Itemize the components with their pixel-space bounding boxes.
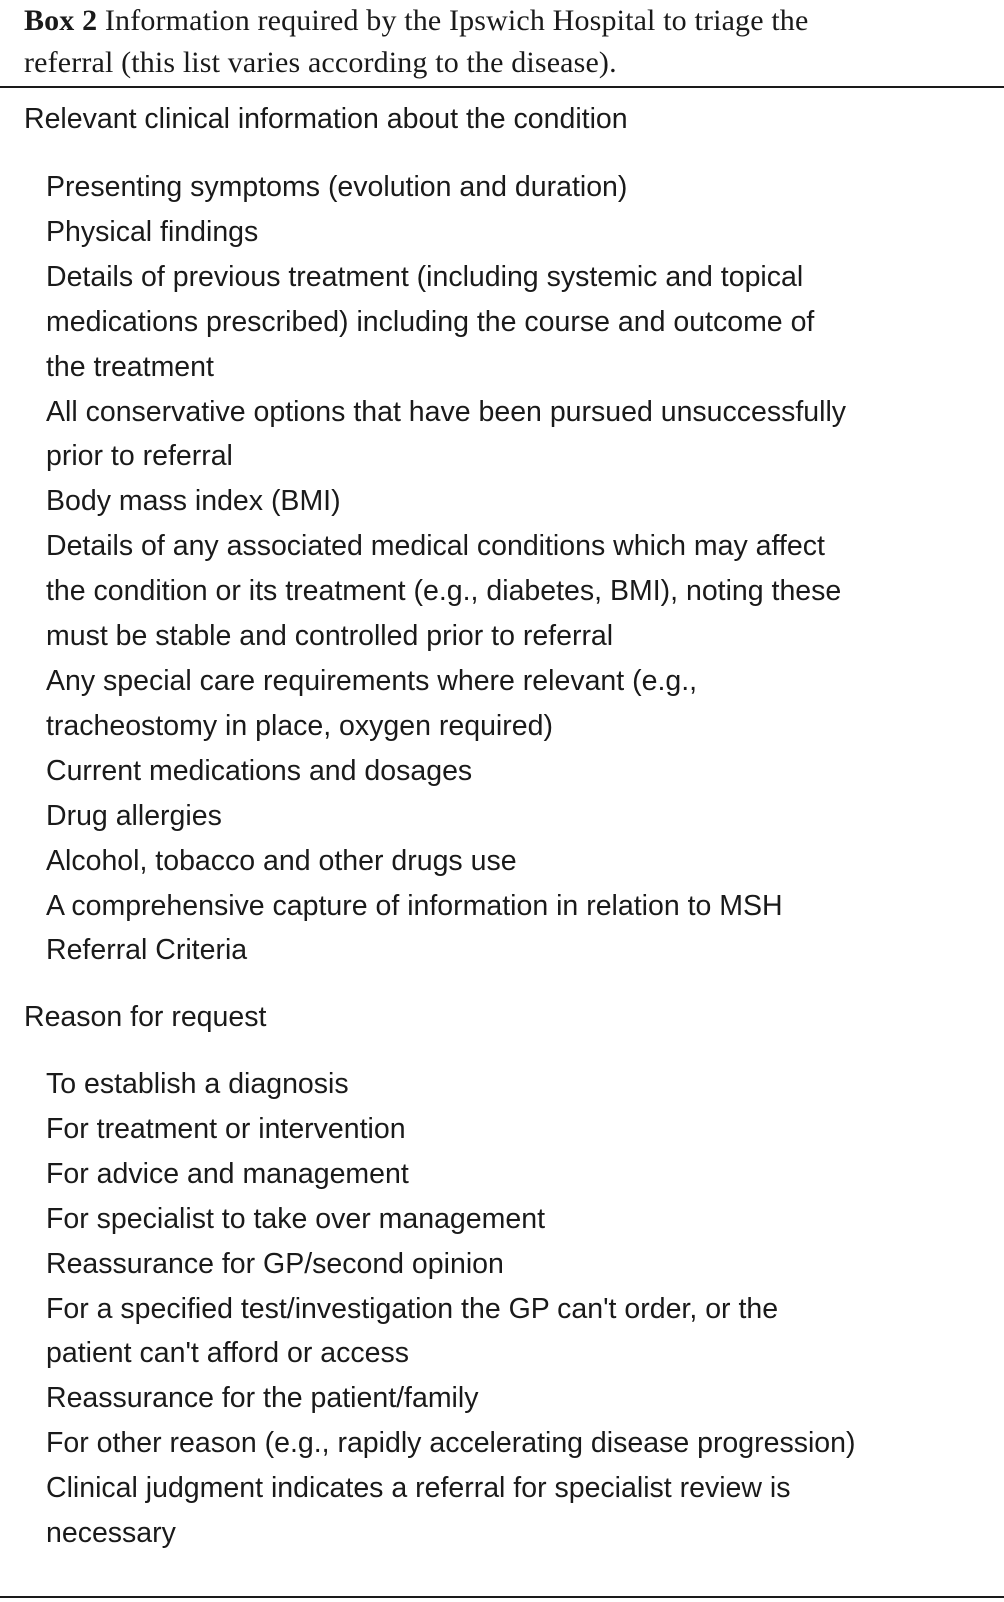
list-item-line: Reassurance for the patient/family	[46, 1382, 479, 1415]
list-item	[46, 1466, 996, 1556]
list-item-line: All conservative options that have been pursued unsuccessfully	[46, 395, 847, 428]
list-item-line: medications prescribed) including the course and outcome of	[46, 305, 815, 338]
section-heading-reason-for-request: Reason for request	[24, 1001, 267, 1033]
list-item	[46, 1152, 996, 1197]
clinical-information-list	[46, 165, 996, 973]
caption-text: Information required by the Ipswich Hospital to triage the	[97, 4, 809, 37]
list-item-line: Presenting symptoms (evolution and duration)	[46, 171, 628, 203]
list-item-line: prior to referral	[46, 440, 233, 473]
list-item-line: For a specified test/investigation the GP can't order, or the	[46, 1292, 779, 1325]
list-item-line: patient can't afford or access	[46, 1337, 409, 1370]
list-item	[46, 1197, 996, 1242]
list-item-line: the condition or its treatment (e.g., diabetes, BMI), noting these	[46, 575, 842, 608]
list-item-line: Alcohol, tobacco and other drugs use	[46, 844, 517, 877]
top-rule	[0, 86, 1004, 88]
list-item-line: tracheostomy in place, oxygen required)	[46, 709, 553, 742]
list-item-line: Any special care requirements where relevant (e.g.,	[46, 664, 698, 697]
list-item-line: Physical findings	[46, 215, 259, 248]
list-item	[46, 659, 996, 749]
list-item	[46, 1062, 996, 1107]
list-item-line: Body mass index (BMI)	[46, 485, 341, 518]
list-item	[46, 479, 996, 524]
list-item	[46, 255, 996, 390]
list-item-line: Reassurance for GP/second opinion	[46, 1247, 504, 1280]
list-item	[46, 1287, 996, 1377]
list-item	[46, 839, 996, 884]
bottom-rule	[0, 1596, 1004, 1598]
list-item-line: must be stable and controlled prior to referral	[46, 620, 614, 653]
list-item	[46, 749, 996, 794]
list-item	[46, 1376, 996, 1421]
list-item-line: the treatment	[46, 350, 214, 383]
list-item-line: A comprehensive capture of information in relation to MSH	[46, 889, 783, 922]
list-item-line: To establish a diagnosis	[46, 1068, 349, 1100]
box-caption	[24, 0, 984, 84]
caption-line: referral (this list varies according to the disease).	[24, 46, 617, 79]
list-item-line: Current medications and dosages	[46, 754, 473, 787]
box-label: Box 2	[24, 4, 98, 37]
section-heading-clinical-information: Relevant clinical information about the condition	[24, 103, 628, 135]
list-item	[46, 1107, 996, 1152]
caption-line	[24, 0, 984, 42]
reason-for-request-list	[46, 1062, 996, 1556]
list-item-line: For advice and management	[46, 1157, 409, 1190]
list-item-line: For specialist to take over management	[46, 1202, 545, 1235]
list-item	[46, 1242, 996, 1287]
list-item	[46, 1421, 996, 1466]
list-item-line: For treatment or intervention	[46, 1112, 406, 1145]
list-item	[46, 794, 996, 839]
list-item	[46, 390, 996, 480]
list-item	[46, 884, 996, 974]
list-item	[46, 524, 996, 659]
list-item-line: Drug allergies	[46, 799, 222, 832]
list-item-line: Details of any associated medical conditions which may affect	[46, 530, 825, 563]
list-item-line: necessary	[46, 1517, 176, 1550]
list-item-line: Referral Criteria	[46, 934, 248, 967]
list-item	[46, 165, 996, 210]
list-item-line: For other reason (e.g., rapidly accelerating disease progression)	[46, 1427, 856, 1460]
list-item	[46, 210, 996, 255]
list-item-line: Clinical judgment indicates a referral for specialist review is	[46, 1472, 791, 1505]
list-item-line: Details of previous treatment (including systemic and topical	[46, 260, 804, 293]
